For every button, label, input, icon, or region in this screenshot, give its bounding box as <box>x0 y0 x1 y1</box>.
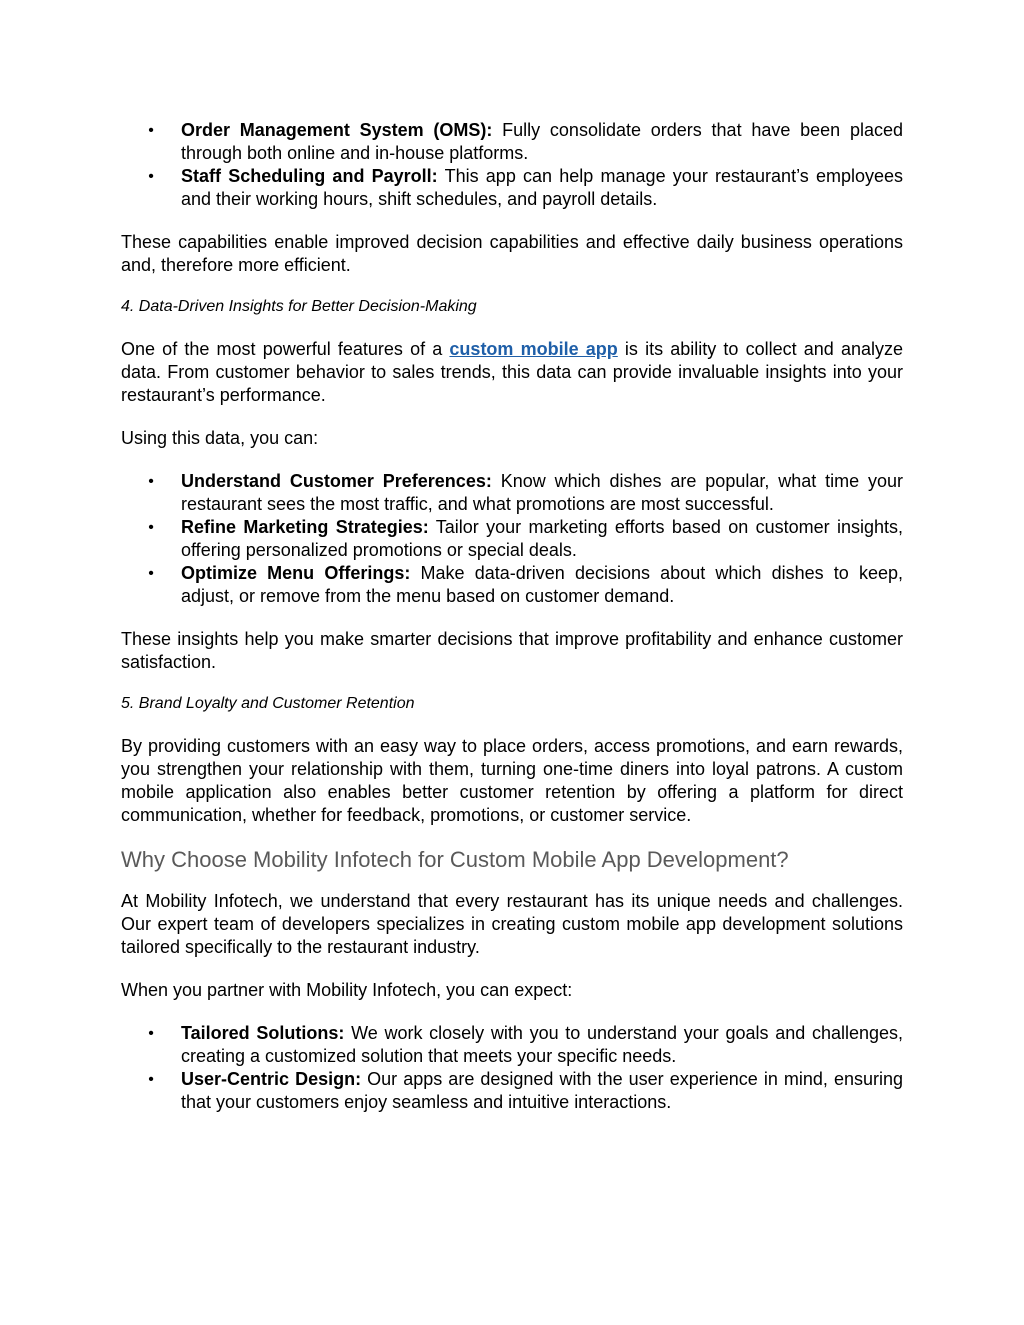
list-item-text: We work closely with you to understand your goals and challenges, creating a customized solution that meets your specific needs. <box>181 1023 904 1066</box>
list-item <box>121 1022 903 1068</box>
list-item <box>121 470 903 516</box>
bullet-icon: • <box>148 122 154 139</box>
list-item-title: User-Centric Design: <box>181 1069 362 1089</box>
section-5-heading: 5. Brand Loyalty and Customer Retention <box>121 695 415 712</box>
bullet-icon: • <box>148 1071 154 1088</box>
list-item-title: Staff Scheduling and Payroll: <box>181 166 438 186</box>
bullet-icon: • <box>148 1025 154 1042</box>
insights-list <box>121 470 903 608</box>
expect-paragraph: When you partner with Mobility Infotech, you can expect: <box>121 980 573 1000</box>
bullet-icon: • <box>148 519 154 536</box>
custom-mobile-app-link[interactable]: custom mobile app <box>449 339 618 359</box>
why-choose-heading: Why Choose Mobility Infotech for Custom Mobile App Development? <box>121 847 789 872</box>
using-data-paragraph: Using this data, you can: <box>121 428 319 448</box>
list-item-title: Tailored Solutions: <box>181 1023 345 1043</box>
list-item <box>121 119 903 165</box>
list-item-text: Know which dishes are popular, what time your restaurant sees the most traffic, and what promotions are most successful. <box>181 471 904 514</box>
list-item-text: This app can help manage your restaurant’s employees and their working hours, shift schedules, and payroll details. <box>181 166 904 209</box>
section-5-body: By providing customers with an easy way to place orders, access promotions, and earn rewards, you strengthen your relationship with them, turning one-time diners into loyal patrons. A custom mobile application also enables better customer retention by offering a platform for direct communication, whether for feedback, promotions, or customer service. <box>121 736 903 825</box>
list-item <box>121 1068 903 1114</box>
intro-text-after: is its ability to collect and analyze data. From customer behavior to sales trends, this data can provide invaluable insights into your restaurant’s performance. <box>121 339 903 405</box>
list-item-title: Refine Marketing Strategies: <box>181 517 429 537</box>
list-item-text: Tailor your marketing efforts based on customer insights, offering personalized promotions or special deals. <box>181 517 904 560</box>
document-page <box>121 119 903 1114</box>
bullet-icon: • <box>148 473 154 490</box>
list-item-title: Optimize Menu Offerings: <box>181 563 411 583</box>
list-item-title: Order Management System (OMS): <box>181 120 493 140</box>
list-item <box>121 165 903 211</box>
benefits-list <box>121 1022 903 1114</box>
list-item-text: Fully consolidate orders that have been placed through both online and in-house platforms. <box>181 120 903 163</box>
list-item-text: Make data-driven decisions about which dishes to keep, adjust, or remove from the menu based on customer demand. <box>181 563 903 606</box>
intro-text-before: One of the most powerful features of a <box>121 339 450 359</box>
bullet-icon: • <box>148 565 154 582</box>
section-4-intro <box>121 338 903 407</box>
list-item-title: Understand Customer Preferences: <box>181 471 492 491</box>
section-4-heading: 4. Data-Driven Insights for Better Decision-Making <box>121 298 477 315</box>
list-item-text: Our apps are designed with the user experience in mind, ensuring that your customers enjoy seamless and intuitive interactions. <box>181 1069 904 1112</box>
bullet-icon: • <box>148 168 154 185</box>
why-choose-body: At Mobility Infotech, we understand that every restaurant has its unique needs and challenges. Our expert team of developers specializes in creating custom mobile app development solutions tailored specifically to the restaurant industry. <box>121 891 903 957</box>
list-item <box>121 516 903 562</box>
insights-closing-paragraph: These insights help you make smarter decisions that improve profitability and enhance customer satisfaction. <box>121 629 903 672</box>
capabilities-paragraph: These capabilities enable improved decision capabilities and effective daily business operations and, therefore more efficient. <box>121 232 903 275</box>
oms-features-list <box>121 119 903 211</box>
list-item <box>121 562 903 608</box>
